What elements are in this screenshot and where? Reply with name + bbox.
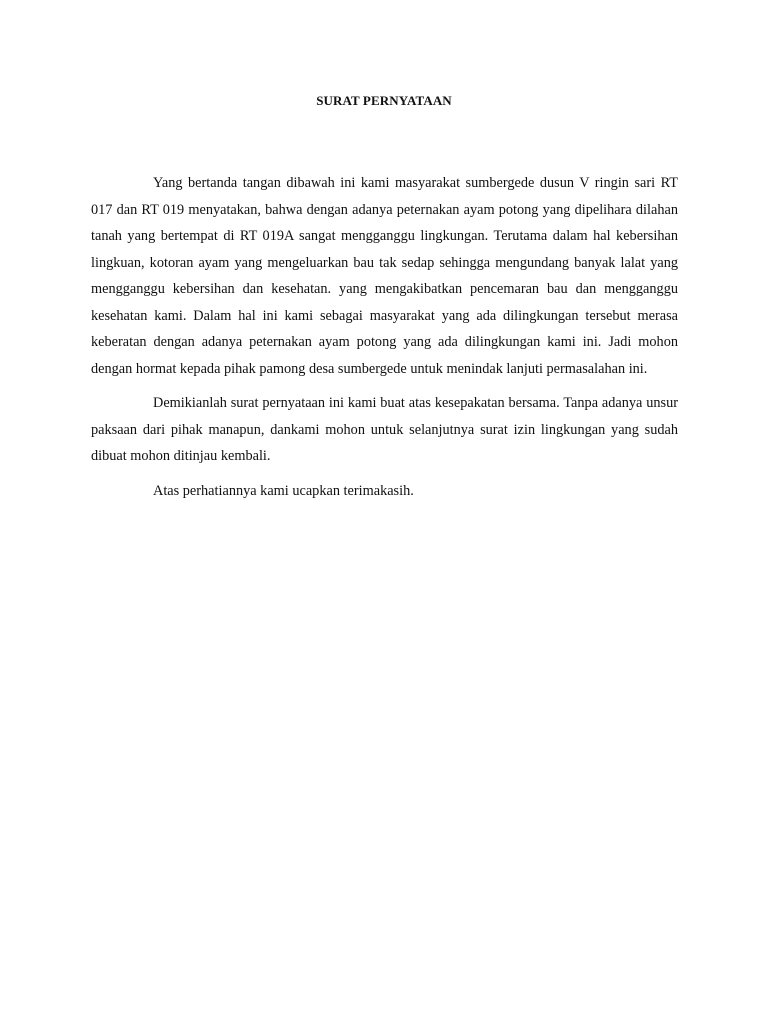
paragraph-closing: Demikianlah surat pernyataan ini kami buat atas kesepakatan bersama. Tanpa adanya unsur paksaan dari pihak manapun, dankami mohon untuk selanjutnya surat izin lingkungan yang sudah dibuat mohon ditinjau kembali.	[91, 395, 678, 464]
document-body	[91, 170, 678, 512]
document-title: SURAT PERNYATAAN	[316, 93, 452, 108]
paragraph-statement: Yang bertanda tangan dibawah ini kami masyarakat sumbergede dusun V ringin sari RT 017 dan RT 019 menyatakan, bahwa dengan adanya peternakan ayam potong yang dipelihara dilahan tanah yang bertempat di RT 019A sangat mengganggu lingkungan. Terutama dalam hal kebersihan lingkuan, kotoran ayam yang mengeluarkan bau tak sedap sehingga mengundang banyak lalat yang mengganggu kebersihan dan kesehatan. yang mengakibatkan pencemaran bau dan mengganggu kesehatan kami. Dalam hal ini kami sebagai masyarakat yang ada dilingkungan tersebut merasa keberatan dengan adanya peternakan ayam potong yang ada dilingkungan kami ini. Jadi mohon dengan hormat kepada pihak pamong desa sumbergede untuk menindak lanjuti permasalahan ini.	[91, 175, 678, 377]
paragraph-thanks: Atas perhatiannya kami ucapkan terimakasih.	[153, 482, 414, 499]
